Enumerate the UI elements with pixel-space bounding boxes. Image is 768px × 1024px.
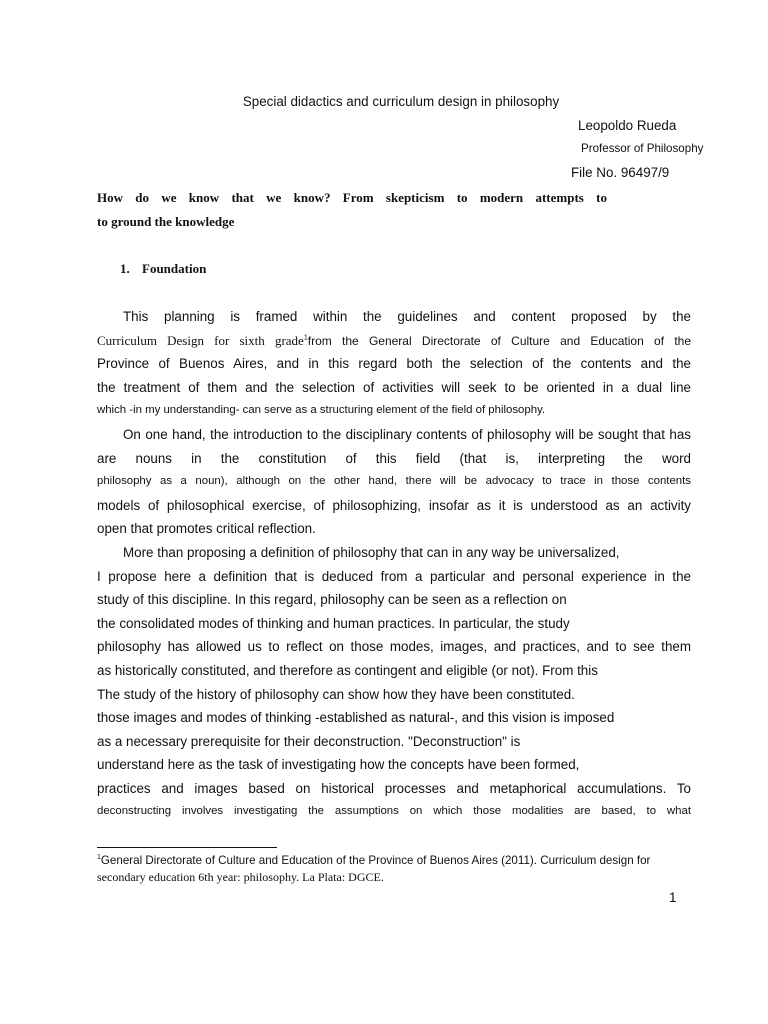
paragraph-1-line: which -in my understanding- can serve as a structuring element of the field of philosophy. bbox=[97, 404, 546, 417]
file-number: File No. 96497/9 bbox=[571, 165, 670, 180]
paragraph-1-line: This planning is framed within the guidelines and content proposed by the bbox=[123, 309, 691, 324]
paragraph-3-line: as historically constituted, and therefore as contingent and eligible (or not). From this bbox=[97, 662, 598, 678]
paragraph-2-line: are nouns in the constitution of this field (that is, interpreting the word bbox=[97, 450, 691, 466]
paragraph-1-line: the treatment of them and the selection of activities will seek to be oriented in a dual line bbox=[97, 379, 691, 395]
section-heading bbox=[120, 261, 206, 277]
footnote-mark: 1 bbox=[303, 334, 308, 342]
paragraph-3-line: More than proposing a definition of philosophy that can in any way be universalized, bbox=[123, 544, 620, 560]
paragraph-3-line: deconstructing involves investigating the assumptions on which those modalities are based, to what bbox=[97, 805, 691, 818]
section-number: 1. bbox=[120, 261, 130, 276]
body-text bbox=[97, 305, 691, 824]
author-name: Leopoldo Rueda bbox=[578, 118, 677, 133]
paragraph-2-line: open that promotes critical reflection. bbox=[97, 521, 316, 537]
footnote-line-1: $^1$General Directorate of Culture and Education of the Province of Buenos Aires (2011). Curriculum design for bbox=[97, 854, 651, 867]
paragraph-3-line: as a necessary prerequisite for their deconstruction. "Deconstruction" is bbox=[97, 733, 521, 749]
curriculum-reference: Curriculum Design for sixth grade bbox=[97, 332, 304, 348]
paragraph-1-line: Curriculum Design for sixth grade$^1$from the General Directorate of Culture and Education of the bbox=[97, 332, 691, 348]
footnote-number: 1 bbox=[97, 854, 101, 862]
footnote-line-2: secondary education 6th year: philosophy. La Plata: DGCE. bbox=[97, 870, 384, 884]
paragraph-3-line: those images and modes of thinking -established as natural-, and this vision is imposed bbox=[97, 710, 615, 726]
paragraph-3-line: I propose here a definition that is deduced from a particular and personal experience in the bbox=[97, 568, 691, 584]
paragraph-3-line: practices and images based on historical processes and metaphorical accumulations. To bbox=[97, 780, 691, 796]
page-number: 1 bbox=[669, 890, 677, 905]
paragraph-3-line: the consolidated modes of thinking and human practices. In particular, the study bbox=[97, 615, 570, 631]
paragraph-3-line: study of this discipline. In this regard, philosophy can be seen as a reflection on bbox=[97, 592, 567, 608]
paragraph-2-line: models of philosophical exercise, of philosophizing, insofar as it is understood as an activity bbox=[97, 497, 691, 513]
footnote bbox=[97, 852, 693, 886]
main-heading bbox=[97, 189, 607, 231]
heading-line-1: How do we know that we know? From skepticism to modern attempts to bbox=[97, 190, 607, 205]
section-title: Foundation bbox=[142, 261, 207, 276]
heading-line-2: to ground the knowledge bbox=[97, 214, 235, 229]
author-role: Professor of Philosophy bbox=[581, 142, 704, 155]
paragraph-3-line: philosophy has allowed us to reflect on those modes, images, and practices, and to see them bbox=[97, 639, 691, 655]
paragraph-2-line: philosophy as a noun), although on the other hand, there will be advocacy to trace in those contents bbox=[97, 475, 691, 488]
footnote-separator bbox=[97, 847, 277, 848]
document-title: Special didactics and curriculum design in philosophy bbox=[242, 94, 560, 109]
paragraph-2-line: On one hand, the introduction to the disciplinary contents of philosophy will be sought that has bbox=[123, 426, 691, 442]
paragraph-1-line: Province of Buenos Aires, and in this regard both the selection of the contents and the bbox=[97, 356, 691, 372]
paragraph-3-line: understand here as the task of investigating how the concepts have been formed, bbox=[97, 757, 580, 773]
paragraph-3-line: The study of the history of philosophy can show how they have been constituted. bbox=[97, 686, 575, 702]
